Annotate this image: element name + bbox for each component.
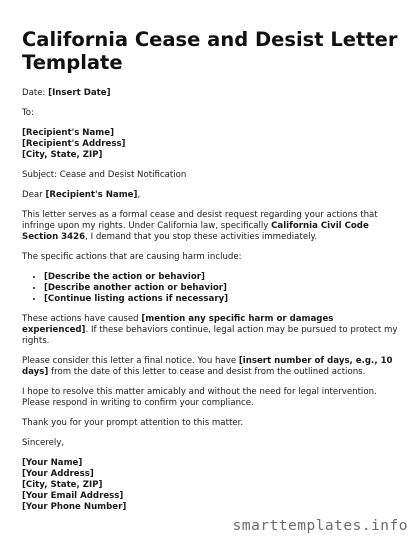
- para1-code-section: California Civil Code Section 3426: [22, 221, 369, 242]
- para3-harm: [mention any specific harm or damages experienced]: [22, 314, 334, 335]
- sender-name: [Your Name]: [22, 458, 83, 468]
- sender-email: [Your Email Address]: [22, 491, 124, 501]
- para4-text-a: Please consider this letter a final notice. You have: [22, 356, 239, 366]
- salutation: [22, 190, 402, 201]
- paragraph-intro: [22, 210, 402, 243]
- para3-text-c: . If these behaviors continue, legal action may be pursued to protect my rights.: [22, 325, 398, 346]
- site-watermark: smarttemplates.info: [232, 518, 408, 534]
- recipient-name: [Recipient's Name]: [22, 128, 115, 138]
- letter-page: [22, 28, 402, 513]
- date-value: [Insert Date]: [48, 88, 111, 98]
- paragraph-harm: [22, 314, 402, 347]
- actions-list: [22, 272, 402, 305]
- para4-text-c: from the date of this letter to cease and desist from the outlined actions.: [48, 367, 366, 377]
- salutation-prefix: Dear: [22, 190, 46, 200]
- recipient-address: [Recipient's Address]: [22, 139, 126, 149]
- recipient-city: [City, State, ZIP]: [22, 150, 103, 160]
- action-item-2: [Describe another action or behavior]: [44, 283, 227, 293]
- sender-address: [Your Address]: [22, 469, 94, 479]
- para1-text-c: , I demand that you stop these activities immediately.: [85, 232, 318, 242]
- closing: Sincerely,: [22, 438, 65, 448]
- paragraph-thanks: Thank you for your prompt attention to this matter.: [22, 418, 244, 428]
- paragraph-resolve: I hope to resolve this matter amicably and without the need for legal intervention. Please respond in writing to confirm your compliance.: [22, 387, 377, 408]
- to-label: To:: [22, 108, 34, 118]
- sender-city: [City, State, ZIP]: [22, 480, 103, 490]
- paragraph-actions-intro: The specific actions that are causing harm include:: [22, 252, 242, 262]
- recipient-block: [22, 128, 402, 161]
- subject-line: Subject: Cease and Desist Notification: [22, 170, 187, 180]
- salutation-name: [Recipient's Name]: [45, 190, 138, 200]
- page-title: California Cease and Desist Letter Template: [22, 28, 398, 74]
- list-item: [44, 272, 402, 283]
- action-item-1: [Describe the action or behavior]: [44, 272, 205, 282]
- sender-phone: [Your Phone Number]: [22, 502, 127, 512]
- date-label: Date:: [22, 88, 49, 98]
- para1-text-a: This letter serves as a formal cease and desist request regarding your actions that infringe upon my rights. Under California law, specifically: [22, 210, 378, 231]
- sender-block: [22, 458, 402, 513]
- salutation-suffix: ,: [137, 190, 141, 200]
- list-item: [44, 294, 402, 305]
- action-item-3: [Continue listing actions if necessary]: [44, 294, 229, 304]
- para4-days: [insert number of days, e.g., 10 days]: [22, 356, 393, 377]
- para3-text-a: These actions have caused: [22, 314, 142, 324]
- paragraph-final-notice: [22, 356, 402, 378]
- list-item: [44, 283, 402, 294]
- date-line: [22, 88, 402, 99]
